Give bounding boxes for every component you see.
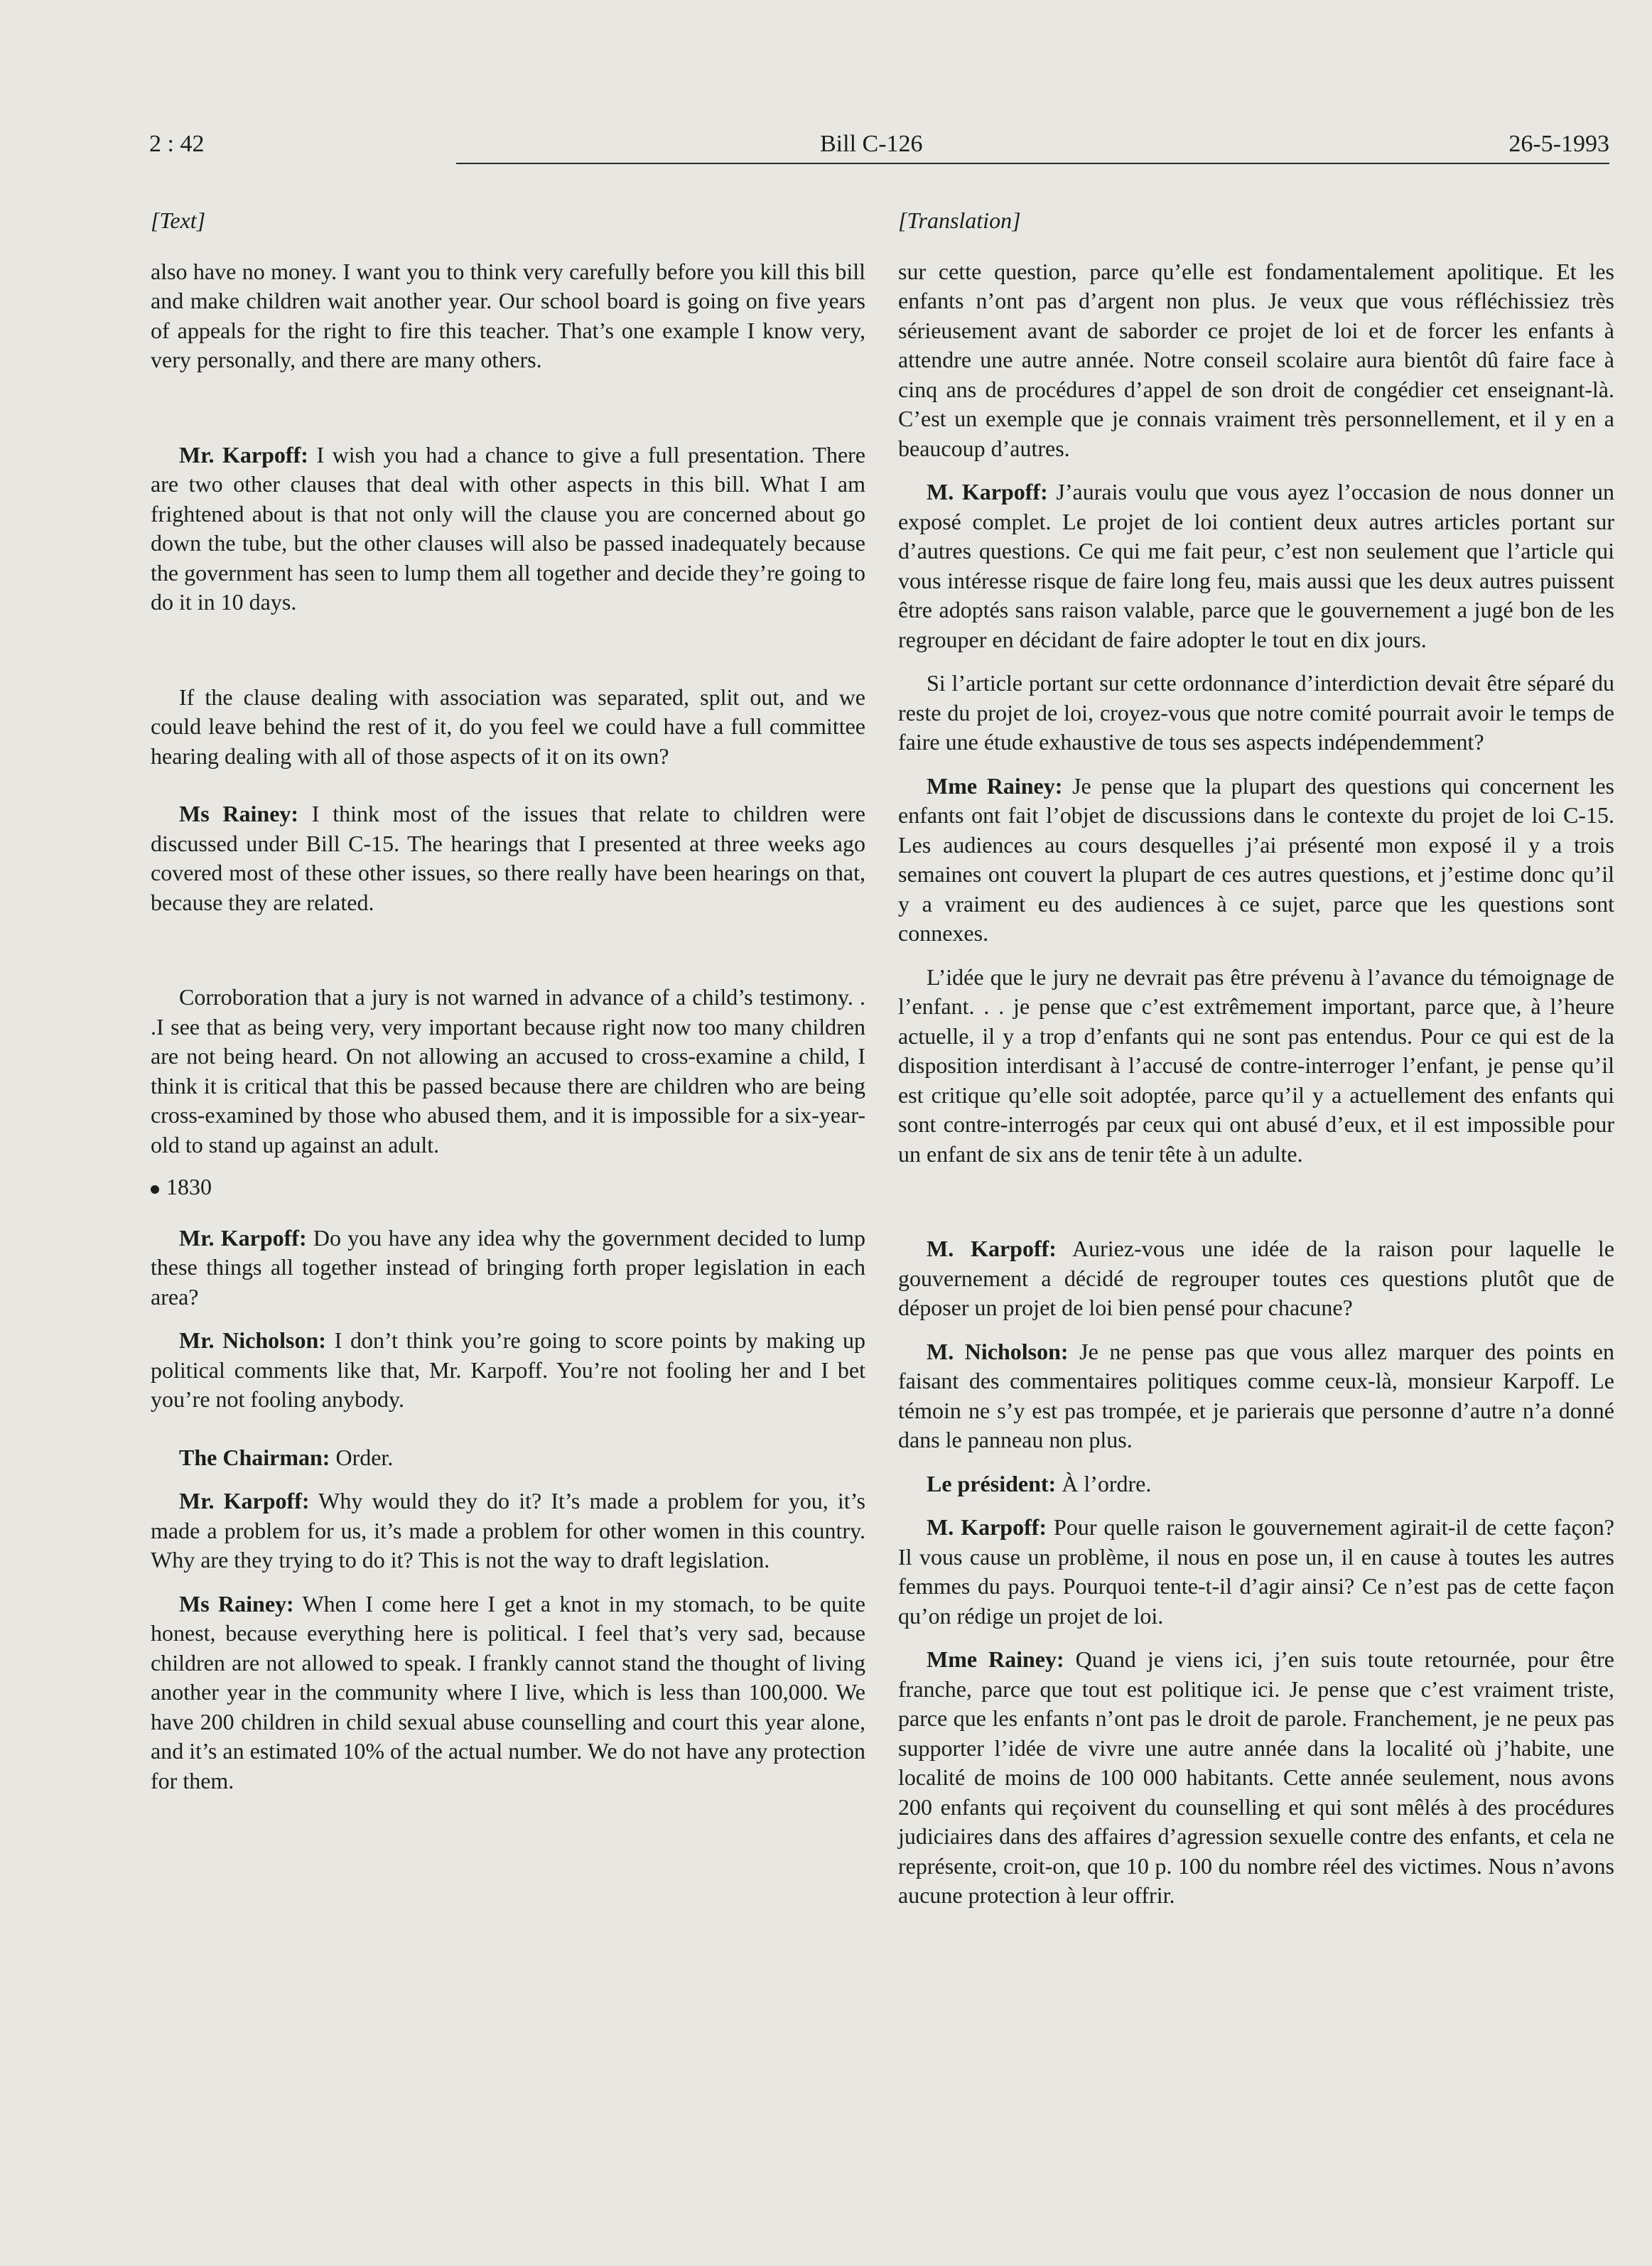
- translation-label: [Translation]: [898, 207, 1021, 233]
- speaker-name: M. Nicholson:: [927, 1338, 1069, 1364]
- timestamp-text: 1830: [166, 1174, 212, 1199]
- speaker-name: Mr. Karpoff:: [179, 1224, 307, 1251]
- paragraph: [898, 1234, 1614, 1323]
- speaker-name: Mr. Karpoff:: [179, 441, 308, 468]
- paragraph: [898, 1469, 1614, 1499]
- speech-text: Do you have any idea why the government decided to lump these things all together instead of bringing forth proper legislation in each area?: [151, 1224, 866, 1310]
- english-column: [151, 206, 865, 1796]
- paragraph: [898, 772, 1614, 949]
- speech-text: Order.: [330, 1444, 394, 1470]
- speaker-name: Mr. Nicholson:: [179, 1327, 326, 1353]
- speech-text: J’aurais voulu que vous ayez l’occasion de nous donner un exposé complet. Le projet de loi contient deux autres articles portant sur d’autres questions. Ce qui me fait peur, c’est non seulement que l’article qui vous intéresse risque de faire long feu, mais aussi que les deux autres puissent être adoptés sans raison valable, parce que le gouvernement a jugé bon de les regrouper en décidant de faire adopter le tout en dix jours.: [898, 479, 1615, 652]
- timestamp: [151, 1172, 865, 1202]
- paragraph: [151, 1326, 865, 1415]
- header-rule: [456, 163, 1609, 164]
- paragraph: If the clause dealing with association was separated, split out, and we could leave behind the rest of it, do you feel we could have a full committee hearing dealing with all of those aspects of it on its own?: [151, 684, 865, 769]
- speaker-name: The Chairman:: [179, 1444, 330, 1470]
- speech-text: When I come here I get a knot in my stomach, to be quite honest, because everything here is political. I feel that’s very sad, because children are not allowed to speak. I frankly cannot stand the thought of living another year in the community where I live, which is less than 100,000. We have 200 children in child sexual abuse counselling and court this year alone, and it’s an estimated 10% of the actual number. We do not have any protection for them.: [151, 1590, 866, 1793]
- paragraph: Si l’article portant sur cette ordonnance d’interdiction devait être séparé du reste du projet de loi, croyez-vous que notre comité pourrait avoir le temps de faire une étude exhaustive de tous ses aspects indépendemment?: [898, 670, 1614, 755]
- speech-text: Je pense que la plupart des questions qui concernent les enfants ont fait l’objet de discussions dans le contexte du projet de loi C-15. Les audiences au cours desquelles j’ai présenté mon exposé il y a trois semaines ont couvert la plupart de ces autres questions, et j’estime donc qu’il y a vraiment eu des audiences à ce sujet, parce que les questions sont connexes.: [898, 772, 1615, 946]
- paragraph: Corroboration that a jury is not warned in advance of a child’s testimony. . .I see that as being very, very important because right now too many children are not being heard. On not allowing an accused to cross-examine a child, I think it is critical that this be passed because there are children who are being cross-examined by those who abused them, and it is impossible for a six-year-old to stand up against an adult.: [151, 984, 865, 1158]
- speaker-name: Ms Rainey:: [179, 801, 299, 826]
- paragraph: [151, 799, 865, 917]
- paragraph: [151, 1224, 865, 1312]
- speech-text: I don’t think you’re going to score points by making up political comments like that, Mr. Karpoff. You’re not fooling her and I bet you’re not fooling anybody.: [151, 1327, 866, 1412]
- speech-text: Je ne pense pas que vous allez marquer des points en faisant des commentaires politiques comme ceux-là, monsieur Karpoff. Le témoin ne s’y est pas trompée, et je parierais que personne d’autre n’a donné dans le panneau non plus.: [898, 1338, 1615, 1452]
- document-date: 26-5-1993: [1508, 131, 1609, 157]
- speech-text: I think most of the issues that relate to children were discussed under Bill C-15. The hearings that I presented at three weeks ago covered most of these other issues, so there really have been hearings on that, because they are related.: [151, 801, 866, 915]
- speech-text: Quand je viens ici, j’en suis toute retournée, pour être franche, parce que tout est politique ici. Je pense que c’est vraiment triste, parce que les enfants n’ont pas le droit de parole. Franchement, je ne peux pas supporter l’idée de vivre une autre année dans la localité où j’habite, une localité de moins de 100 000 habitants. Cette année seulement, nous avons 200 enfants qui reçoivent du counselling et qui sont mêlés à des procédures judiciaires dans des affaires d’agression sexuelle contre des enfants, et cela ne représente, croit-on, que 10 p. 100 du nombre réel des victimes. Nous n’avons aucune protection à leur offrir.: [898, 1646, 1615, 1908]
- speaker-name: Mme Rainey:: [927, 1646, 1064, 1672]
- speech-text: Why would they do it? It’s made a problem for you, it’s made a problem for us, it’s made a problem for other women in this country. Why are they trying to do it? This is not the way to draft legislation.: [151, 1488, 866, 1572]
- paragraph: [898, 1645, 1614, 1911]
- paragraph: [898, 478, 1614, 654]
- page-header: [149, 121, 1609, 163]
- paragraph: [151, 1487, 865, 1575]
- paragraph: [151, 441, 865, 617]
- speech-text: Pour quelle raison le gouvernement agirait-il de cette façon? Il vous cause un problème, il nous en pose un, il en cause à toutes les autres femmes du pays. Pourquoi tente-t-il d’agir ainsi? Ce n’est pas de cette façon qu’on rédige un projet de loi.: [898, 1514, 1615, 1629]
- speaker-name: Ms Rainey:: [179, 1590, 294, 1617]
- paragraph: [151, 1443, 865, 1473]
- paragraph: sur cette question, parce qu’elle est fondamentalement apolitique. Et les enfants n’ont pas d’argent non plus. Je veux que vous réfléchissiez très sérieusement avant de saborder ce projet de loi et de forcer les enfants à attendre une autre année. Notre conseil scolaire aura bientôt dû faire face à cinq ans de procédures d’appel de son droit de congédier cet enseignant-là. C’est un exemple que je connais vraiment très personnellement, et il y en a beaucoup d’autres.: [898, 258, 1614, 461]
- paragraph: also have no money. I want you to think very carefully before you kill this bill and make children wait another year. Our school board is going on five years of appeals for the right to fire this teacher. That’s one example I know very, very personally, and there are many others.: [151, 258, 865, 372]
- speech-text: Auriez-vous une idée de la raison pour laquelle le gouvernement a décidé de regrouper toutes ces questions plutôt que de déposer un projet de loi bien pensé pour chacune?: [898, 1236, 1615, 1320]
- paragraph: [898, 1513, 1614, 1631]
- paragraph: L’idée que le jury ne devrait pas être prévenu à l’avance du témoignage de l’enfant. . . je pense que c’est extrêmement important, parce que, à l’heure actuelle, il y a trop d’enfants qui ne sont pas entendus. Pour ce qui est de la disposition interdisant à l’accusé de contre-interroger l’enfant, je pense qu’il est critique qu’elle soit adoptée, parce qu’il y a actuellement des enfants qui sont contre-interrogés par ceux qui ont abusé d’eux, et il est impossible pour un enfant de six ans de tenir tête à un adulte.: [898, 964, 1614, 1167]
- speech-text: I wish you had a chance to give a full presentation. There are two other clauses that deal with other aspects in this bill. What I am frightened about is that not only will the clause you are concerned about go down the tube, but the other clauses will also be passed inadequately because the government has seen to lump them all together and decide they’re going to do it in 10 days.: [151, 441, 866, 615]
- paragraph: [898, 1337, 1614, 1455]
- text-label: [Text]: [151, 207, 206, 233]
- page-number: 2 : 42: [149, 131, 205, 157]
- bullet-icon: [151, 1185, 159, 1194]
- speaker-name: M. Karpoff:: [927, 479, 1048, 505]
- document-title: Bill C-126: [820, 131, 923, 157]
- speaker-name: M. Karpoff:: [927, 1514, 1047, 1540]
- french-column: [898, 206, 1614, 1911]
- speaker-name: Le président:: [927, 1470, 1057, 1496]
- paragraph: [151, 1590, 865, 1796]
- speech-text: À l’ordre.: [1056, 1470, 1152, 1496]
- speaker-name: Mr. Karpoff:: [179, 1488, 310, 1514]
- speaker-name: Mme Rainey:: [927, 772, 1063, 799]
- speaker-name: M. Karpoff:: [927, 1236, 1057, 1261]
